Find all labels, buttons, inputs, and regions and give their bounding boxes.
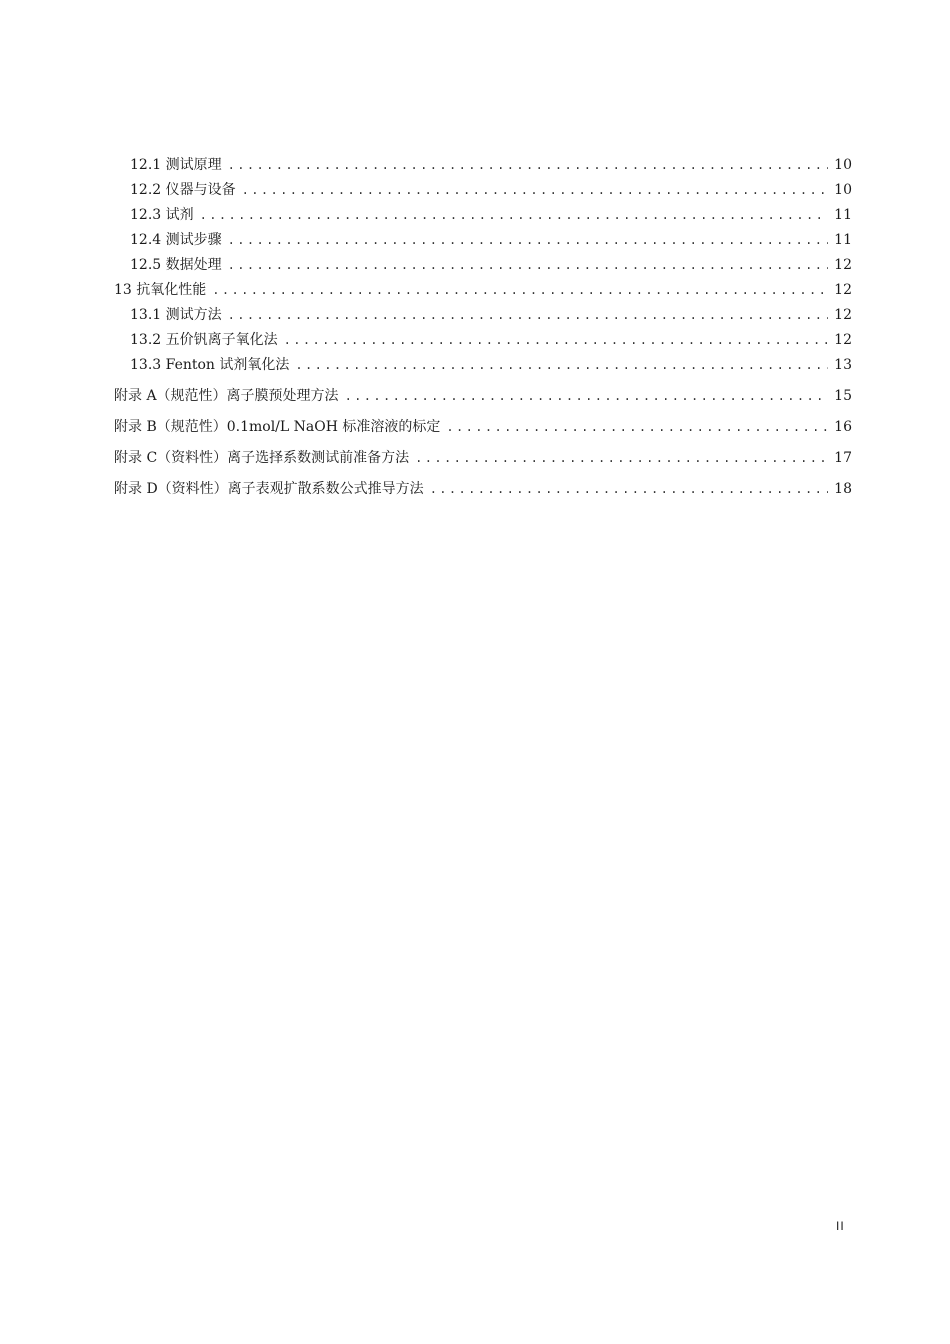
- toc-leader-dots: [228, 228, 828, 253]
- toc-entry-13-2[interactable]: [114, 328, 852, 353]
- toc-entry-appendix-b[interactable]: [114, 412, 852, 443]
- page-number: II: [836, 1219, 845, 1233]
- toc-leader-dots: [200, 203, 828, 228]
- toc-entry-label: 13.1 测试方法: [130, 307, 222, 323]
- toc-entry-label: 附录 A（规范性）离子膜预处理方法: [114, 388, 339, 404]
- toc-entry-label: 附录 D（资料性）离子表观扩散系数公式推导方法: [114, 481, 424, 497]
- toc-entry-page: 11: [834, 207, 852, 223]
- toc-leader-dots: [295, 353, 828, 378]
- toc-entry-page: 12: [834, 282, 852, 298]
- toc-entry-12-4[interactable]: [114, 228, 852, 253]
- toc-entry-page: 11: [834, 232, 852, 248]
- toc-leader-dots: [430, 474, 828, 505]
- toc-entry-13-1[interactable]: [114, 303, 852, 328]
- table-of-contents: [114, 153, 852, 505]
- toc-entry-page: 17: [834, 450, 852, 466]
- toc-leader-dots: [228, 303, 828, 328]
- toc-leader-dots: [446, 412, 828, 443]
- toc-entry-appendix-c[interactable]: [114, 443, 852, 474]
- toc-entry-page: 15: [834, 388, 852, 404]
- toc-entry-label: 13.3 Fenton 试剂氧化法: [130, 357, 290, 373]
- toc-entry-label: 12.4 测试步骤: [130, 232, 222, 248]
- toc-entry-page: 16: [834, 419, 852, 435]
- toc-entry-13-3[interactable]: [114, 353, 852, 378]
- toc-entry-page: 12: [834, 307, 852, 323]
- toc-entry-12-1[interactable]: [114, 153, 852, 178]
- toc-entry-appendix-a[interactable]: [114, 381, 852, 412]
- toc-entry-appendix-d[interactable]: [114, 474, 852, 505]
- toc-entry-12-5[interactable]: [114, 253, 852, 278]
- toc-leader-dots: [345, 381, 828, 412]
- toc-entry-page: 10: [834, 182, 852, 198]
- toc-entry-page: 13: [834, 357, 852, 373]
- toc-entry-page: 12: [834, 332, 852, 348]
- toc-leader-dots: [228, 153, 828, 178]
- toc-entry-label: 12.2 仪器与设备: [130, 182, 236, 198]
- toc-leader-dots: [284, 328, 828, 353]
- toc-leader-dots: [228, 253, 828, 278]
- toc-entry-page: 18: [834, 481, 852, 497]
- toc-entry-13[interactable]: [114, 278, 852, 303]
- toc-entry-label: 附录 B（规范性）0.1mol/L NaOH 标准溶液的标定: [114, 419, 441, 435]
- toc-entry-page: 10: [834, 157, 852, 173]
- toc-entry-label: 13 抗氧化性能: [114, 282, 207, 298]
- toc-leader-dots: [415, 443, 828, 474]
- toc-entry-12-2[interactable]: [114, 178, 852, 203]
- toc-entry-label: 附录 C（资料性）离子选择系数测试前准备方法: [114, 450, 410, 466]
- toc-entry-page: 12: [834, 257, 852, 273]
- toc-entry-12-3[interactable]: [114, 203, 852, 228]
- toc-leader-dots: [242, 178, 828, 203]
- toc-entry-label: 12.5 数据处理: [130, 257, 222, 273]
- toc-leader-dots: [212, 278, 828, 303]
- toc-entry-label: 13.2 五价钒离子氧化法: [130, 332, 278, 348]
- toc-entry-label: 12.1 测试原理: [130, 157, 222, 173]
- toc-entry-label: 12.3 试剂: [130, 207, 194, 223]
